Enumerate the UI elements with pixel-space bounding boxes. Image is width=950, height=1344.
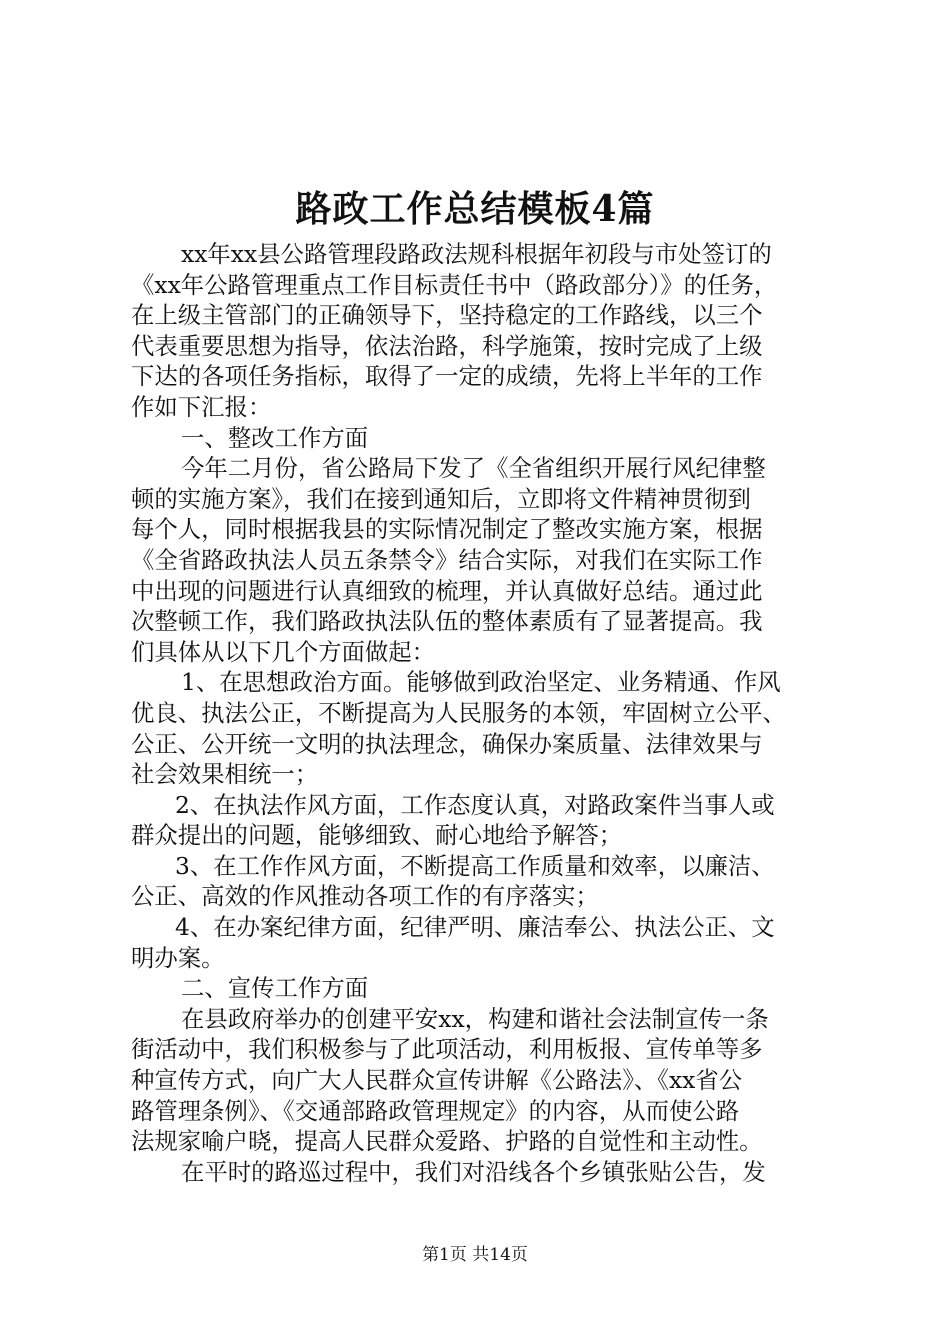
text-line: 种宣传方式，向广大人民群众宣传讲解《公路法》、《xx省公 [131, 1066, 743, 1095]
text-line: 代表重要思想为指导，依法治路，科学施策，按时完成了上级 [131, 331, 763, 360]
text-line: 法规家喻户晓，提高人民群众爱路、护路的自觉性和主动性。 [131, 1127, 763, 1156]
text-line: 群众提出的问题，能够细致、耐心地给予解答； [131, 821, 623, 850]
text-line: 《xx年公路管理重点工作目标责任书中（路政部分）》的任务， [131, 270, 778, 299]
list-item-line: 1、在思想政治方面。能够做到政治坚定、业务精通、作风 [181, 668, 781, 697]
text-line: 公正、高效的作风推动各项工作的有序落实； [131, 882, 599, 911]
text-line: 在上级主管部门的正确领导下，坚持稳定的工作路线，以三个 [131, 301, 763, 330]
text-line: 每个人，同时根据我县的实际情况制定了整改实施方案，根据 [131, 515, 763, 544]
text-line: 在平时的路巡过程中，我们对沿线各个乡镇张贴公告，发 [181, 1157, 766, 1186]
text-line: 公正、公开统一文明的执法理念，确保办案质量、法律效果与 [131, 729, 763, 758]
document-body [131, 239, 831, 1187]
document-title: 路政工作总结模板4篇 [295, 188, 655, 230]
text-line: 《全省路政执法人员五条禁令》结合实际，对我们在实际工作 [131, 545, 763, 574]
text-line: 明办案。 [131, 943, 225, 972]
section-heading: 二、宣传工作方面 [181, 974, 369, 1003]
text-line: 街活动中，我们积极参与了此项活动，利用板报、宣传单等多 [131, 1035, 763, 1064]
text-line: 在县政府举办的创建平安xx，构建和谐社会法制宣传一条 [181, 1004, 769, 1033]
text-line: 今年二月份，省公路局下发了《全省组织开展行风纪律整 [181, 454, 766, 483]
text-line: 们具体从以下几个方面做起： [131, 637, 436, 666]
section-heading: 一、整改工作方面 [181, 423, 369, 452]
text-line: 路管理条例》、《交通部路政管理规定》的内容，从而使公路 [131, 1096, 740, 1125]
list-item-line: 4、在办案纪律方面，纪律严明、廉洁奉公、执法公正、文 [175, 913, 775, 942]
page-number-footer: 第1页 共14页 [422, 1245, 528, 1265]
text-line: 中出现的问题进行认真细致的梳理，并认真做好总结。通过此 [131, 576, 763, 605]
list-item-line: 3、在工作作风方面，不断提高工作质量和效率，以廉洁、 [175, 851, 775, 880]
list-item-line: 2、在执法作风方面，工作态度认真，对路政案件当事人或 [175, 790, 775, 819]
text-line: 次整顿工作，我们路政执法队伍的整体素质有了显著提高。我 [131, 607, 763, 636]
text-line: 优良、执法公正，不断提高为人民服务的本领，牢固树立公平、 [131, 698, 786, 727]
text-line: 作如下汇报： [131, 392, 272, 421]
text-line: 下达的各项任务指标，取得了一定的成绩，先将上半年的工作 [131, 362, 763, 391]
text-line: 社会效果相统一； [131, 760, 319, 789]
text-line: xx年xx县公路管理段路政法规科根据年初段与市处签订的 [181, 240, 772, 268]
text-line: 顿的实施方案》，我们在接到通知后，立即将文件精神贯彻到 [131, 484, 751, 513]
